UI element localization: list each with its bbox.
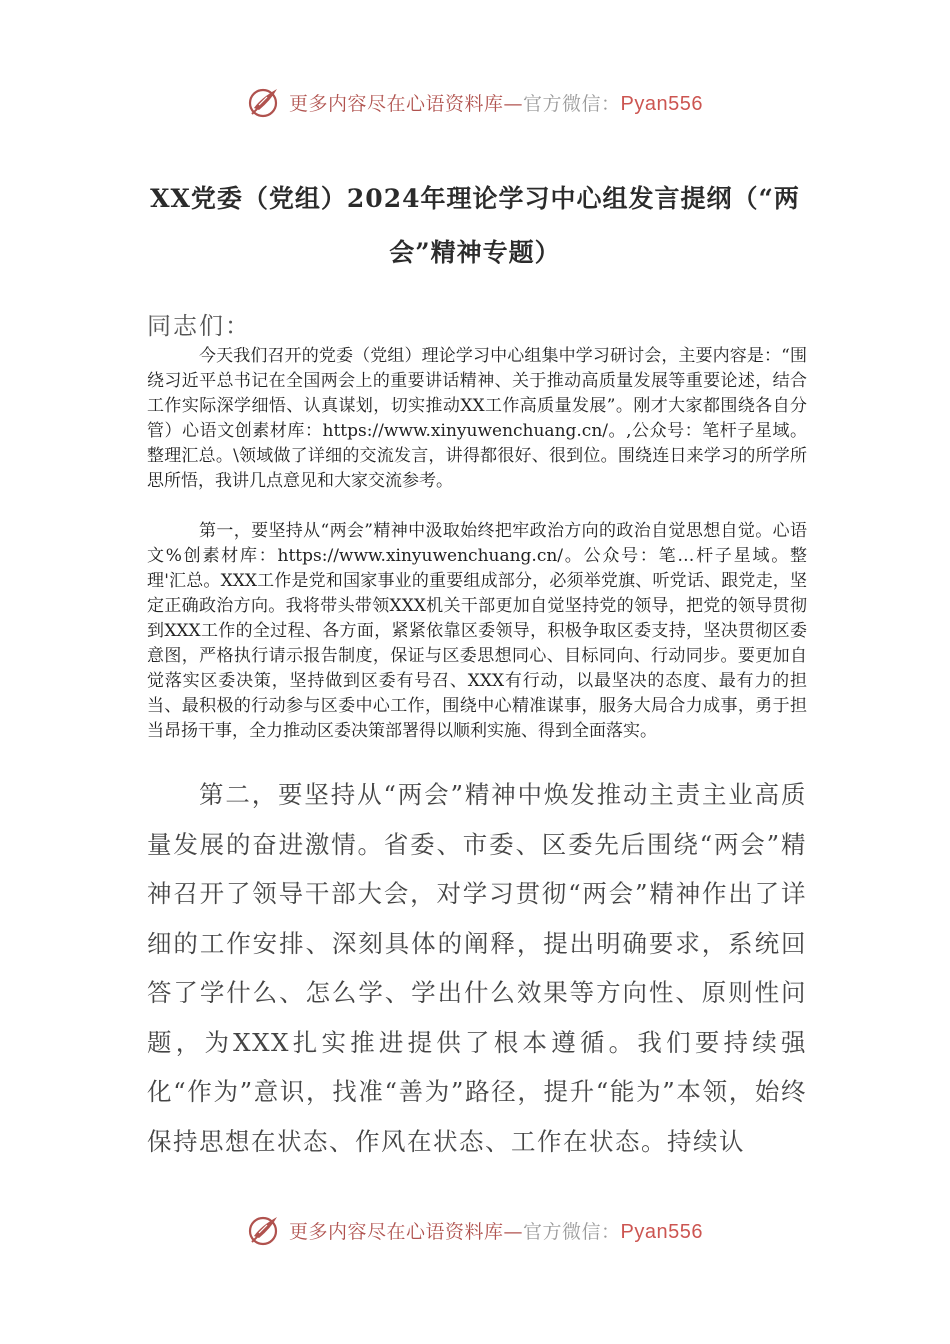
watermark-text: [289, 89, 703, 116]
quill-logo-icon: [247, 1212, 283, 1248]
header-watermark: [0, 80, 950, 124]
document-title: XX党委（党组）2024年理论学习中心组发言提纲（“两会”精神专题）: [150, 184, 800, 267]
watermark-brand: 更多内容尽在心语资料库: [289, 92, 504, 115]
paragraph-first-point: 第一，要坚持从“两会”精神中汲取始终把牢政治方向的政治自觉思想自觉。心语文%创素材库：https://www.xinyuwenchuang.cn/。公众号：笔…杆子星域。整理'汇总。XXX工作是党和国家事业的重要组成部分，必须举党旗、听党话、跟党走，坚定正确政治方向。我将带头带领XXX机关干部更加自觉坚持党的领导，把党的领导贯彻到XXX工作的全过程、各方面，紧紧依靠区委领导，积极争取区委支持，坚决贯彻区委意图，严格执行请示报告制度，保证与区委思想同心、目标同向、行动同步。要更加自觉落实区委决策，坚持做到区委有号召、XXX有行动，以最坚决的态度、最有力的担当、最积极的行动参与区委中心工作，围绕中心精准谋事，服务大局合力成事，勇于担当昂扬干事，全力推动区委决策部署得以顺利实施、得到全面落实。: [147, 521, 807, 741]
footer-watermark: [0, 1208, 950, 1252]
watermark-text: [289, 1217, 703, 1244]
watermark-brand: 更多内容尽在心语资料库: [289, 1220, 504, 1243]
quill-logo-icon: [247, 84, 283, 120]
watermark-dash: —: [503, 92, 524, 115]
watermark-wechat-label: 官方微信：: [523, 1220, 621, 1243]
watermark-dash: —: [503, 1220, 524, 1243]
watermark-wechat-label: 官方微信：: [523, 92, 621, 115]
watermark-wechat-id: Pyan556: [620, 1220, 703, 1243]
paragraph-second-point: 第二，要坚持从“两会”精神中焕发推动主责主业高质量发展的奋进激情。省委、市委、区委先后围绕“两会”精神召开了领导干部大会，对学习贯彻“两会”精神作出了详细的工作安排、深刻具体的阐释，提出明确要求，系统回答了学什么、怎么学、学出什么效果等方向性、原则性问题，为XXX扎实推进提供了根本遵循。我们要持续强化“作为”意识，找准“善为”路径，提升“能为”本领，始终保持思想在状态、作风在状态、工作在状态。持续认: [147, 780, 807, 1156]
paragraph-intro: 今天我们召开的党委（党组）理论学习中心组集中学习研讨会，主要内容是：“围绕习近平总书记在全国两会上的重要讲话精神、关于推动高质量发展等重要论述，结合工作实际深学细悟、认真谋划，切实推动XX工作高质量发展”。刚才大家都围绕各自分管）心语文创素材库：https://www.xinyuwenchuang.cn/。,公众号：笔杆子星域。整理汇总。\领域做了详细的交流发言，讲得都很好、很到位。围绕连日来学习的所学所思所悟，我讲几点意见和大家交流参考。: [147, 346, 807, 491]
greeting: 同志们：: [147, 312, 251, 340]
watermark-wechat-id: Pyan556: [620, 92, 703, 115]
